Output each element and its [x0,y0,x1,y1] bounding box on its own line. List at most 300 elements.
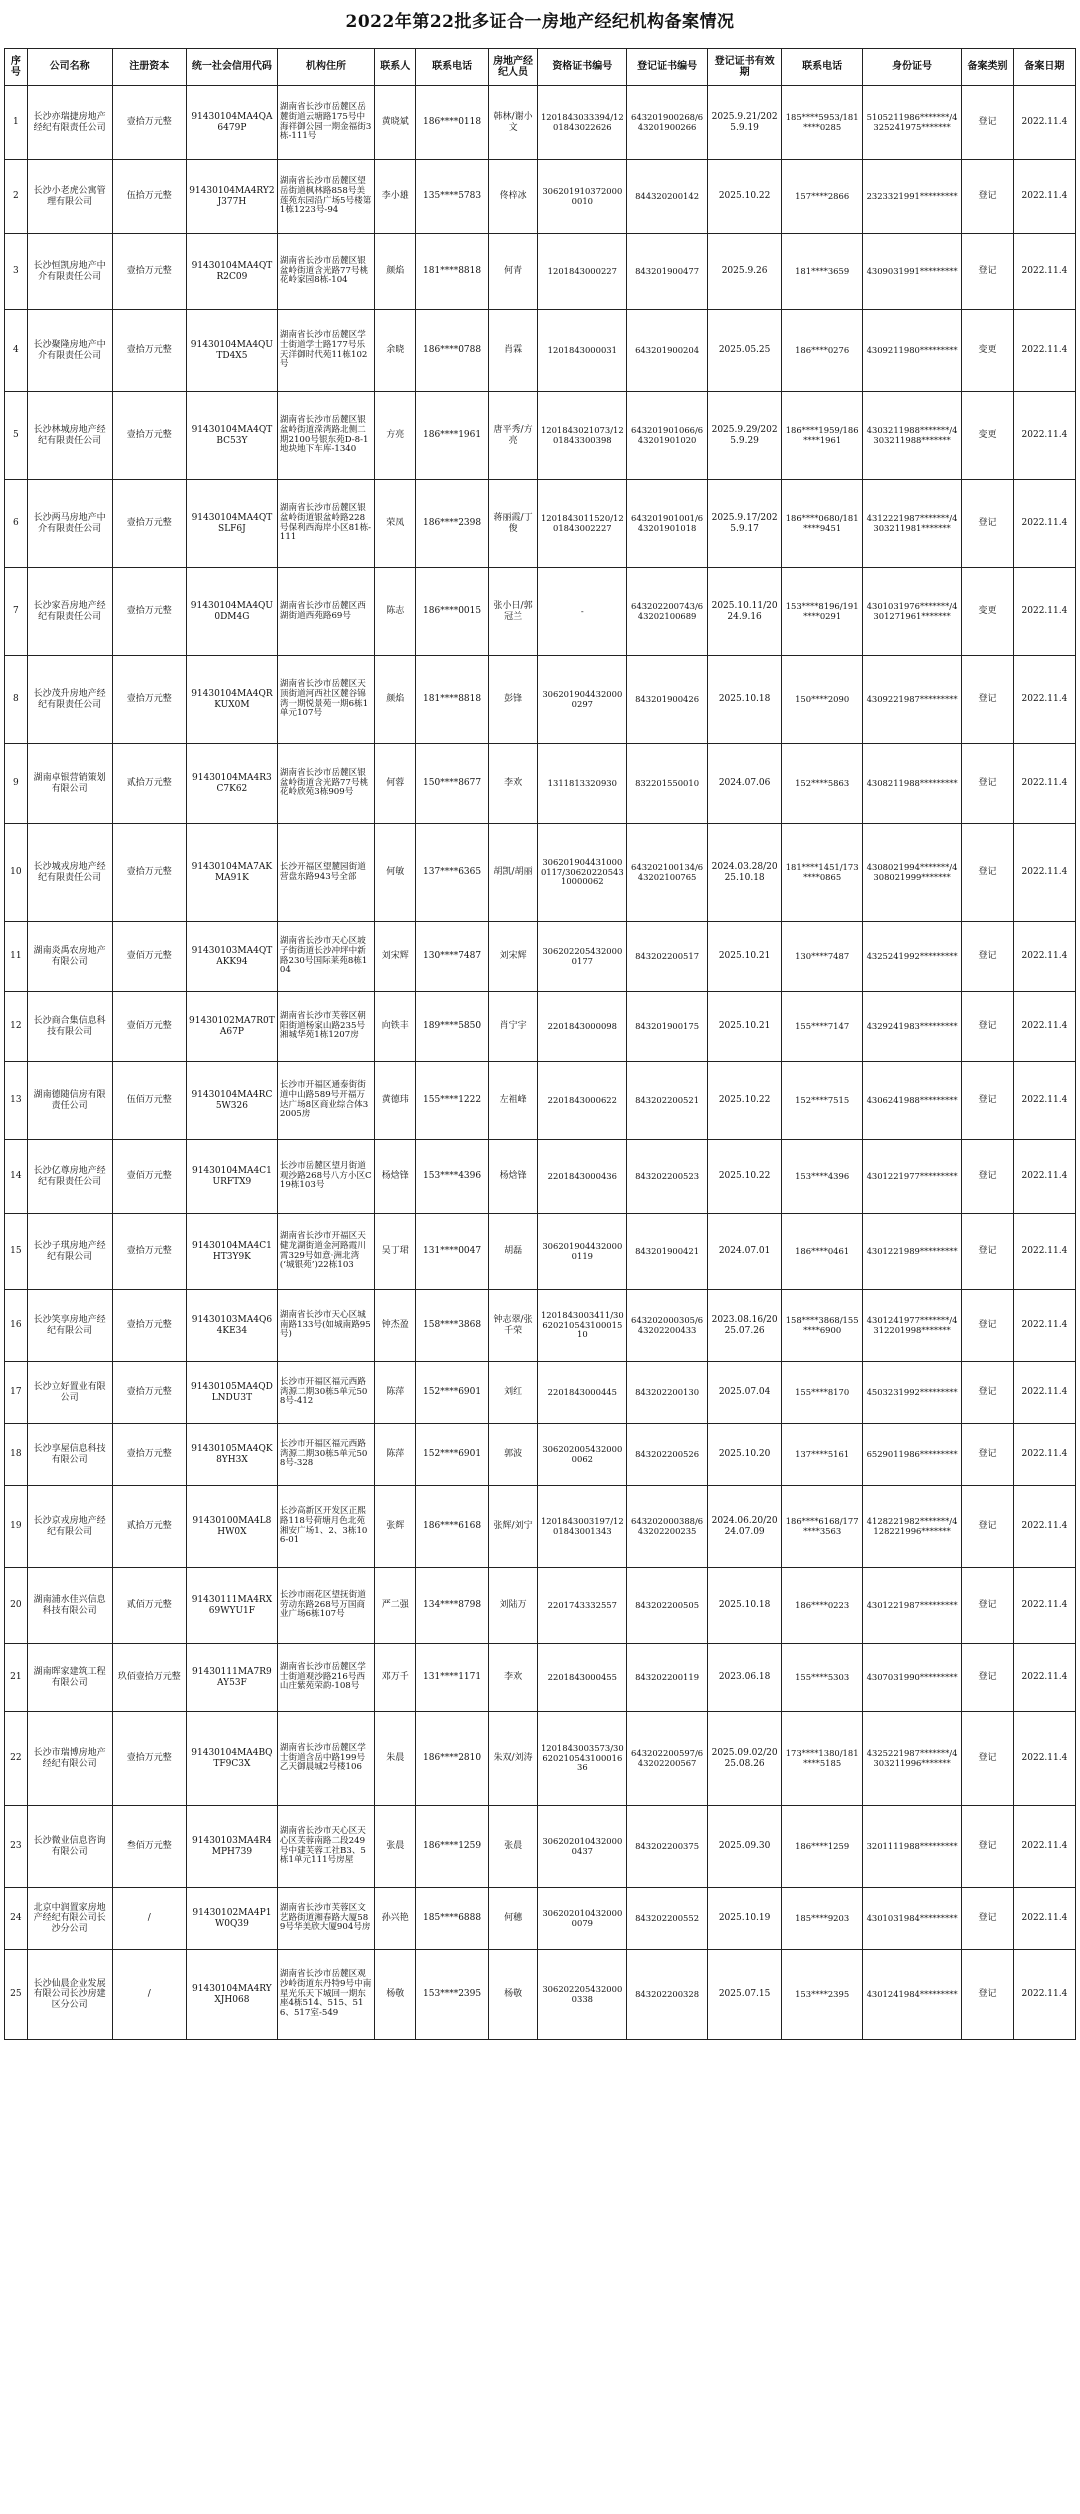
header-row [5,49,1076,86]
id-number: 4312221987*******/4303211981******* [862,480,961,568]
validity-period: 2025.09.30 [707,1806,781,1888]
qualification-number: 2201843000436 [538,1140,627,1214]
registration-number: 643202000388/643202200235 [627,1486,708,1568]
validity-period: 2025.07.04 [707,1362,781,1424]
office-address: 长沙开福区望麓园街道营盘东路943号全部 [277,824,374,922]
qualification-number: 3062020104320000437 [538,1806,627,1888]
qualification-number: 1201843003197/1201843001343 [538,1486,627,1568]
validity-period: 2025.10.20 [707,1424,781,1486]
column-header: 注册资本 [112,49,186,86]
contact-person: 余晓 [375,310,416,392]
filing-date: 2022.11.4 [1013,1140,1075,1214]
filing-date: 2022.11.4 [1013,1806,1075,1888]
credit-code: 91430100MA4L8HW0X [186,1486,277,1568]
office-address: 湖南省长沙市岳麓区银盆岭街道银盆岭路228号保利西海岸小区81栋-111 [277,480,374,568]
id-number: 5105211986*******/4325241975******* [862,86,961,160]
registration-number: 843202200130 [627,1362,708,1424]
registered-capital: 壹拾万元整 [112,392,186,480]
agent-phone: 186****0461 [782,1214,863,1290]
registered-capital: 贰拾万元整 [112,1486,186,1568]
office-address: 湖南省长沙市天心区城南路133号(如城南路95号) [277,1290,374,1362]
agent-names: 彭锋 [488,656,538,744]
table-row [5,392,1076,480]
office-address: 长沙高新区开发区正熙路118号荷塘月色北苑湘安广场1、2、3栋106-01 [277,1486,374,1568]
credit-code: 91430102MA4P1W0Q39 [186,1888,277,1950]
filing-date: 2022.11.4 [1013,992,1075,1062]
contact-phone: 153****4396 [416,1140,488,1214]
registered-capital: 壹拾万元整 [112,1424,186,1486]
filing-type: 登记 [962,1568,1014,1644]
office-address: 长沙市开福区通泰街街道中山路589号开福万达广场8区商业综合体32005房 [277,1062,374,1140]
credit-code: 91430104MA4QTBC53Y [186,392,277,480]
credit-code: 91430104MA4RYXJH068 [186,1950,277,2040]
contact-person: 严二强 [375,1568,416,1644]
contact-person: 张晨 [375,1806,416,1888]
agent-phone: 181****1451/173****0865 [782,824,863,922]
agent-phone: 152****5863 [782,744,863,824]
company-name: 湖南德随信房有限责任公司 [27,1062,112,1140]
agent-names: 韩林/谢小文 [488,86,538,160]
filing-type: 登记 [962,86,1014,160]
column-header: 联系电话 [416,49,488,86]
registered-capital: 贰佰万元整 [112,1568,186,1644]
filing-type: 登记 [962,1712,1014,1806]
qualification-number: 2201843000622 [538,1062,627,1140]
filing-type: 登记 [962,1806,1014,1888]
column-header: 公司名称 [27,49,112,86]
credit-code: 91430104MA4RY2J377H [186,160,277,234]
id-number: 4309031991********* [862,234,961,310]
filing-date: 2022.11.4 [1013,744,1075,824]
credit-code: 91430104MA4QU0DM4G [186,568,277,656]
company-name: 长沙家吾房地产经纪有限责任公司 [27,568,112,656]
validity-period: 2025.07.15 [707,1950,781,2040]
row-number: 18 [5,1424,28,1486]
registration-number: 843201900426 [627,656,708,744]
contact-person: 方亮 [375,392,416,480]
id-number: 6529011986********* [862,1424,961,1486]
credit-code: 91430102MA7R0TA67P [186,992,277,1062]
agent-names: 钟志翠/张千荣 [488,1290,538,1362]
company-name: 长沙仙晨企业发展有限公司长沙房建区分公司 [27,1950,112,2040]
filing-date: 2022.11.4 [1013,1486,1075,1568]
registered-capital: 叁佰万元整 [112,1806,186,1888]
registered-capital: / [112,1950,186,2040]
company-name: 长沙享屋信息科技有限公司 [27,1424,112,1486]
office-address: 湖南省长沙市岳麓区西湖街道西苑路69号 [277,568,374,656]
table-body [5,86,1076,2040]
column-header: 联系人 [375,49,416,86]
id-number: 3201111988********* [862,1806,961,1888]
office-address: 湖南省长沙市岳麓区学士街道含岳中路199号乙天御晨城2号楼106 [277,1712,374,1806]
validity-period: 2025.10.19 [707,1888,781,1950]
company-name: 长沙城戎房地产经纪有限责任公司 [27,824,112,922]
contact-person: 向铁丰 [375,992,416,1062]
row-number: 8 [5,656,28,744]
credit-code: 91430104MA4C1URFTX9 [186,1140,277,1214]
agent-phone: 153****4396 [782,1140,863,1214]
agent-phone: 186****0680/181****9451 [782,480,863,568]
office-address: 湖南省长沙市岳麓区银盆岭街道溁湾路北侧二期2100号银东苑D-8-1地块地下车库-1340 [277,392,374,480]
contact-person: 杨敬 [375,1950,416,2040]
id-number: 4301031984********* [862,1888,961,1950]
contact-person: 张辉 [375,1486,416,1568]
registered-capital: 壹拾万元整 [112,1214,186,1290]
agent-phone: 130****7487 [782,922,863,992]
office-address: 湖南省长沙市岳麓区观沙岭街道东丹特9号中南星光乐天下城回一期东座4栋514、515、516、517室-549 [277,1950,374,2040]
agent-names: 张晨 [488,1806,538,1888]
contact-person: 杨焓锋 [375,1140,416,1214]
agent-names: 郭波 [488,1424,538,1486]
id-number: 2323321991********* [862,160,961,234]
filing-type: 登记 [962,1214,1014,1290]
registered-capital: 玖佰壹拾万元整 [112,1644,186,1712]
filing-date: 2022.11.4 [1013,1362,1075,1424]
agent-names: 唐平秀/方亮 [488,392,538,480]
filing-date: 2022.11.4 [1013,1712,1075,1806]
qualification-number: 1201843011520/1201843002227 [538,480,627,568]
contact-phone: 152****6901 [416,1362,488,1424]
filing-date: 2022.11.4 [1013,1950,1075,2040]
registered-capital: 壹拾万元整 [112,656,186,744]
filing-type: 登记 [962,234,1014,310]
agent-phone: 186****1259 [782,1806,863,1888]
contact-phone: 181****8818 [416,234,488,310]
table-row [5,992,1076,1062]
office-address: 长沙市开福区福元西路湾源二期30栋5单元508号-328 [277,1424,374,1486]
table-row [5,656,1076,744]
registered-capital: 壹拾万元整 [112,1712,186,1806]
agent-names: 张辉/刘宁 [488,1486,538,1568]
registration-number: 643201901001/643201901018 [627,480,708,568]
table-row [5,1062,1076,1140]
table-row [5,1568,1076,1644]
qualification-number: 2201843000098 [538,992,627,1062]
registered-capital: 壹拾万元整 [112,824,186,922]
table-row [5,1644,1076,1712]
company-name: 长沙茂升房地产经纪有限责任公司 [27,656,112,744]
filing-date: 2022.11.4 [1013,480,1075,568]
agent-phone: 186****6168/177****3563 [782,1486,863,1568]
filing-date: 2022.11.4 [1013,656,1075,744]
credit-code: 91430104MA4QRKUX0M [186,656,277,744]
table-row [5,1712,1076,1806]
registered-capital: 壹拾万元整 [112,1290,186,1362]
registered-capital: 壹拾万元整 [112,310,186,392]
contact-person: 陈萍 [375,1424,416,1486]
contact-phone: 189****5850 [416,992,488,1062]
table-row [5,568,1076,656]
company-name: 湖南晖家建筑工程有限公司 [27,1644,112,1712]
table-row [5,824,1076,922]
agent-names: 蒋丽霞/丁俊 [488,480,538,568]
credit-code: 91430104MA4RC5W326 [186,1062,277,1140]
credit-code: 91430104MA7AKMA91K [186,824,277,922]
row-number: 6 [5,480,28,568]
validity-period: 2025.9.21/2025.9.19 [707,86,781,160]
registered-capital: 壹佰万元整 [112,922,186,992]
registration-number: 843202200119 [627,1644,708,1712]
company-name: 长沙立好置业有限公司 [27,1362,112,1424]
registered-capital: 壹拾万元整 [112,480,186,568]
credit-code: 91430103MA4QTAKK94 [186,922,277,992]
contact-person: 何蓉 [375,744,416,824]
filing-date: 2022.11.4 [1013,1214,1075,1290]
contact-phone: 130****7487 [416,922,488,992]
agent-phone: 153****8196/191****0291 [782,568,863,656]
table-row [5,744,1076,824]
filing-type: 登记 [962,480,1014,568]
credit-code: 91430103MA4Q64KE34 [186,1290,277,1362]
registration-number: 843201900421 [627,1214,708,1290]
contact-phone: 158****3868 [416,1290,488,1362]
column-header: 机构住所 [277,49,374,86]
registration-number: 843202200521 [627,1062,708,1140]
filing-type: 变更 [962,310,1014,392]
agent-names: 刘陆万 [488,1568,538,1644]
agent-phone: 185****9203 [782,1888,863,1950]
office-address: 湖南省长沙市岳麓区学士街道观沙路216号西山庄紫苑荣韵-108号 [277,1644,374,1712]
row-number: 1 [5,86,28,160]
contact-phone: 150****8677 [416,744,488,824]
row-number: 24 [5,1888,28,1950]
registered-capital: 伍拾万元整 [112,160,186,234]
filing-type: 登记 [962,1362,1014,1424]
agent-names: 肖霖 [488,310,538,392]
company-name: 湖南卓银营销策划有限公司 [27,744,112,824]
agent-names: 李欢 [488,744,538,824]
filing-type: 登记 [962,824,1014,922]
contact-phone: 131****1171 [416,1644,488,1712]
credit-code: 91430104MA4QUTD4X5 [186,310,277,392]
office-address: 湖南省长沙市芙蓉区文艺路街道湘春路大厦589号华美欣大厦904号房 [277,1888,374,1950]
filing-type: 登记 [962,1424,1014,1486]
company-name: 长沙亿尊房地产经纪有限责任公司 [27,1140,112,1214]
registration-number: 643201900268/643201900266 [627,86,708,160]
company-name: 长沙两马房地产中介有限责任公司 [27,480,112,568]
agent-phone: 186****1959/186****1961 [782,392,863,480]
contact-phone: 186****6168 [416,1486,488,1568]
column-header: 序号 [5,49,28,86]
credit-code: 91430104MA4BQTF9C3X [186,1712,277,1806]
registration-number: 643201900204 [627,310,708,392]
office-address: 湖南省长沙市岳麓区银盆岭街道含光路77号桃花岭欣苑3栋909号 [277,744,374,824]
row-number: 2 [5,160,28,234]
qualification-number: 2201843000455 [538,1644,627,1712]
qualification-number: 1311813320930 [538,744,627,824]
row-number: 22 [5,1712,28,1806]
registered-capital: 壹拾万元整 [112,1362,186,1424]
id-number: 4306241988********* [862,1062,961,1140]
contact-person: 颜焰 [375,656,416,744]
id-number: 4301241984********* [862,1950,961,2040]
agent-phone: 173****1380/181****5185 [782,1712,863,1806]
validity-period: 2024.07.01 [707,1214,781,1290]
qualification-number: 3062020104320000079 [538,1888,627,1950]
company-name: 长沙恒凯房地产中介有限责任公司 [27,234,112,310]
row-number: 4 [5,310,28,392]
registration-number: 843201900175 [627,992,708,1062]
id-number: 4301221987********* [862,1568,961,1644]
table-row [5,1888,1076,1950]
qualification-number: 3062019044320000297 [538,656,627,744]
contact-phone: 186****0788 [416,310,488,392]
column-header: 备案类别 [962,49,1014,86]
qualification-number: - [538,568,627,656]
contact-phone: 186****0015 [416,568,488,656]
qualification-number: 3062019044320000119 [538,1214,627,1290]
agent-phone: 155****8170 [782,1362,863,1424]
agent-phone: 155****7147 [782,992,863,1062]
validity-period: 2024.06.20/2024.07.09 [707,1486,781,1568]
registered-capital: 壹拾万元整 [112,568,186,656]
filing-date: 2022.11.4 [1013,1644,1075,1712]
validity-period: 2025.10.18 [707,1568,781,1644]
registered-capital: 壹佰万元整 [112,992,186,1062]
registration-number: 643201901066/643201901020 [627,392,708,480]
office-address: 湖南省长沙市天心区天心区芙蓉南路二段249号中建芙蓉工社B3、5栋1单元111号房屋 [277,1806,374,1888]
company-name: 湖南炎禹农房地产有限公司 [27,922,112,992]
contact-person: 陈志 [375,568,416,656]
qualification-number: 2201843000445 [538,1362,627,1424]
contact-phone: 135****5783 [416,160,488,234]
agent-phone: 152****7515 [782,1062,863,1140]
qualification-number: 3062019044310000117/3062022054310000062 [538,824,627,922]
id-number: 4303211988*******/4303211988******* [862,392,961,480]
contact-phone: 186****2398 [416,480,488,568]
contact-person: 孙兴艳 [375,1888,416,1950]
id-number: 4325221987*******/4303211996******* [862,1712,961,1806]
row-number: 5 [5,392,28,480]
office-address: 湖南省长沙市岳麓区学士街道学士路177号乐天洋御时代苑11栋102号 [277,310,374,392]
contact-phone: 186****1961 [416,392,488,480]
registration-number: 843202200523 [627,1140,708,1214]
column-header: 备案日期 [1013,49,1075,86]
validity-period: 2023.08.16/2025.07.26 [707,1290,781,1362]
validity-period: 2025.10.11/2024.9.16 [707,568,781,656]
contact-phone: 181****8818 [416,656,488,744]
filing-type: 变更 [962,568,1014,656]
validity-period: 2025.10.21 [707,922,781,992]
filing-type: 登记 [962,1950,1014,2040]
agent-phone: 185****5953/181****0285 [782,86,863,160]
row-number: 10 [5,824,28,922]
qualification-number: 1201843003411/3062021054310001510 [538,1290,627,1362]
office-address: 长沙市开福区福元西路湾源二期30栋5单元508号-412 [277,1362,374,1424]
credit-code: 91430104MA4QTR2C09 [186,234,277,310]
qualification-number: 3062019103720000010 [538,160,627,234]
contact-phone: 152****6901 [416,1424,488,1486]
registration-number: 843202200526 [627,1424,708,1486]
qualification-number: 1201843003573/3062021054310001636 [538,1712,627,1806]
row-number: 13 [5,1062,28,1140]
registered-capital: 伍佰万元整 [112,1062,186,1140]
company-name: 长沙子琪房地产经纪有限公司 [27,1214,112,1290]
id-number: 4329241983********* [862,992,961,1062]
filing-date: 2022.11.4 [1013,1568,1075,1644]
office-address: 湖南省长沙市芙蓉区朝阳街道杨家山路235号湘城华苑1栋1207房 [277,992,374,1062]
registration-table [4,48,1076,2040]
filing-date: 2022.11.4 [1013,824,1075,922]
validity-period: 2025.09.02/2025.08.26 [707,1712,781,1806]
table-row [5,86,1076,160]
filing-type: 登记 [962,160,1014,234]
company-name: 北京中润置家房地产经纪有限公司长沙分公司 [27,1888,112,1950]
row-number: 7 [5,568,28,656]
filing-type: 登记 [962,1888,1014,1950]
filing-date: 2022.11.4 [1013,922,1075,992]
row-number: 3 [5,234,28,310]
contact-person: 吴丁珺 [375,1214,416,1290]
column-header: 资格证书编号 [538,49,627,86]
registration-number: 843202200517 [627,922,708,992]
validity-period: 2023.06.18 [707,1644,781,1712]
qualification-number: 1201843033394/1201843022626 [538,86,627,160]
id-number: 4301221989********* [862,1214,961,1290]
id-number: 4128221982*******/4128221996******* [862,1486,961,1568]
registration-number: 643202200743/643202100689 [627,568,708,656]
filing-date: 2022.11.4 [1013,568,1075,656]
qualification-number: 1201843021073/1201843300398 [538,392,627,480]
registration-number: 832201550010 [627,744,708,824]
contact-person: 钟杰盈 [375,1290,416,1362]
contact-person: 朱晨 [375,1712,416,1806]
contact-phone: 186****1259 [416,1806,488,1888]
qualification-number: 3062022054320000177 [538,922,627,992]
filing-date: 2022.11.4 [1013,234,1075,310]
contact-person: 刘宋辉 [375,922,416,992]
row-number: 11 [5,922,28,992]
company-name: 湖南浦水佳兴信息科技有限公司 [27,1568,112,1644]
table-row [5,1140,1076,1214]
office-address: 湖南省长沙市开福区天健龙湖街道金河路霞川霄329号如意·洲北湾(‘城银苑’)22栋103 [277,1214,374,1290]
registration-number: 844320200142 [627,160,708,234]
credit-code: 91430105MA4QK8YH3X [186,1424,277,1486]
credit-code: 91430104MA4QA6479P [186,86,277,160]
office-address: 湖南省长沙市岳麓区岳麓街道云塘路175号中海祥御公园一期金福街3栋-111号 [277,86,374,160]
company-name: 长沙亦瑞捷房地产经纪有限责任公司 [27,86,112,160]
contact-person: 黄德玮 [375,1062,416,1140]
contact-phone: 186****0118 [416,86,488,160]
validity-period: 2024.03.28/2025.10.18 [707,824,781,922]
filing-type: 登记 [962,1062,1014,1140]
filing-date: 2022.11.4 [1013,86,1075,160]
validity-period: 2025.10.22 [707,160,781,234]
registered-capital: 壹拾万元整 [112,234,186,310]
registration-number: 843202200375 [627,1806,708,1888]
office-address: 湖南省长沙市岳麓区银盆岭街道含光路77号桃花岭家园8栋-104 [277,234,374,310]
row-number: 16 [5,1290,28,1362]
filing-date: 2022.11.4 [1013,392,1075,480]
filing-type: 登记 [962,1140,1014,1214]
credit-code: 91430104MA4C1HT3Y9K [186,1214,277,1290]
agent-names: 左祖峰 [488,1062,538,1140]
company-name: 长沙聚隆房地产中介有限责任公司 [27,310,112,392]
table-row [5,1486,1076,1568]
row-number: 20 [5,1568,28,1644]
office-address: 湖南省长沙市岳麓区天顶街道河西社区麓谷锦湾一期悦景苑一期6栋1单元107号 [277,656,374,744]
registration-number: 843202200328 [627,1950,708,2040]
table-row [5,1950,1076,2040]
column-header: 房地产经纪人员 [488,49,538,86]
filing-type: 登记 [962,1290,1014,1362]
column-header: 身份证号 [862,49,961,86]
contact-phone: 134****8798 [416,1568,488,1644]
filing-type: 登记 [962,922,1014,992]
id-number: 4309211980********* [862,310,961,392]
contact-person: 何敏 [375,824,416,922]
row-number: 25 [5,1950,28,2040]
